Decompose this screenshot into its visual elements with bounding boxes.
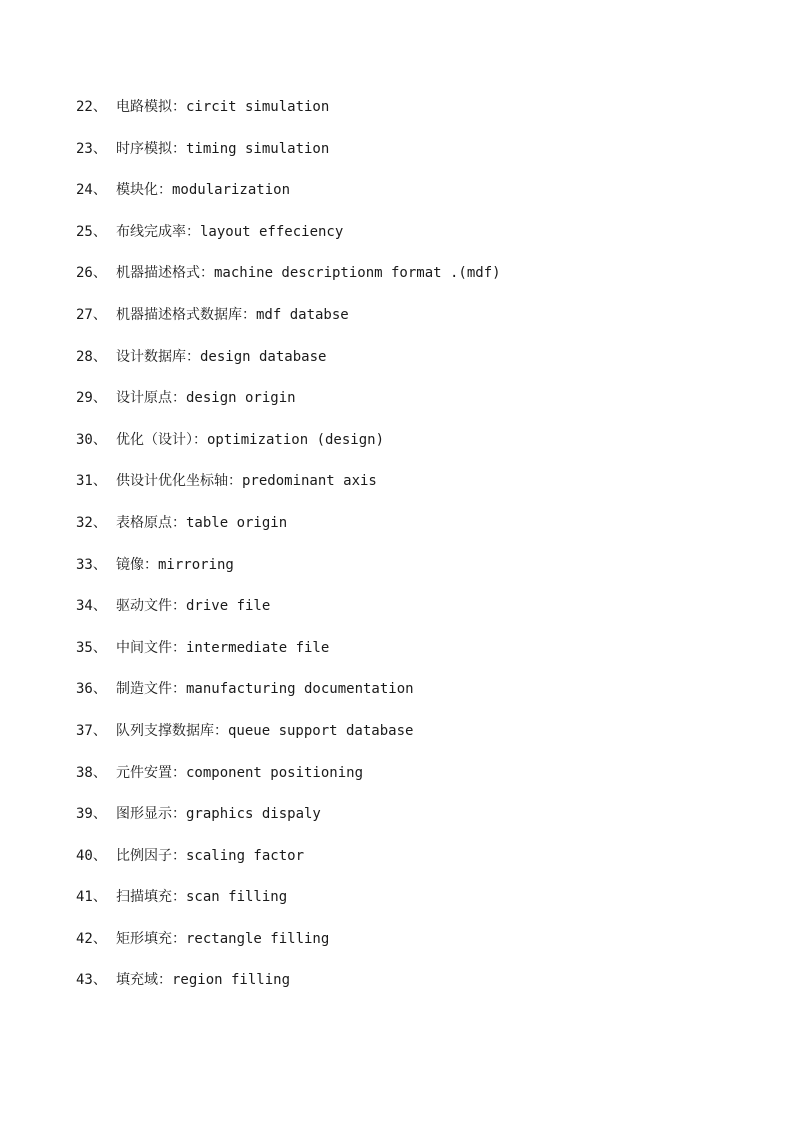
item-number: 23、 xyxy=(76,140,107,157)
item-number: 26、 xyxy=(76,265,107,282)
item-text: 扫描填充：scan filling xyxy=(116,889,288,906)
item-text: 时序模拟：timing simulation xyxy=(116,140,330,157)
item-text: 供设计优化坐标轴：predominant axis xyxy=(116,473,377,490)
item-number: 32、 xyxy=(76,514,107,531)
item-number: 33、 xyxy=(76,556,107,573)
item-text: 机器描述格式数据库：mdf databse xyxy=(116,306,349,323)
list-item xyxy=(76,511,756,553)
item-number: 36、 xyxy=(76,681,107,698)
item-number: 35、 xyxy=(76,639,107,656)
item-text: 机器描述格式：machine descriptionm format .(mdf) xyxy=(116,265,501,282)
list-item xyxy=(76,428,756,470)
item-text: 设计原点：design origin xyxy=(116,390,296,407)
list-item xyxy=(76,761,756,803)
list-item xyxy=(76,303,756,345)
item-text: 设计数据库：design database xyxy=(116,348,327,365)
item-number: 24、 xyxy=(76,182,107,199)
item-text: 模块化：modularization xyxy=(116,182,291,199)
item-text: 矩形填充：rectangle filling xyxy=(116,930,330,947)
item-number: 27、 xyxy=(76,306,107,323)
item-text: 驱动文件：drive file xyxy=(116,598,271,615)
item-number: 43、 xyxy=(76,972,107,989)
list-item xyxy=(76,386,756,428)
list-item xyxy=(76,677,756,719)
list-item xyxy=(76,469,756,511)
list-item xyxy=(76,594,756,636)
list-item xyxy=(76,137,756,179)
item-number: 41、 xyxy=(76,889,107,906)
item-text: 电路模拟：circit simulation xyxy=(116,99,330,115)
list-item xyxy=(76,719,756,761)
item-text: 队列支撑数据库：queue support database xyxy=(116,722,414,739)
item-text: 元件安置：component positioning xyxy=(116,764,364,781)
list-item xyxy=(76,220,756,262)
item-text: 布线完成率：layout effeciency xyxy=(116,223,344,240)
item-number: 42、 xyxy=(76,930,107,947)
item-number: 39、 xyxy=(76,806,107,823)
item-text: 表格原点：table origin xyxy=(116,514,288,531)
list-item xyxy=(76,844,756,886)
list-item xyxy=(76,553,756,595)
item-number: 30、 xyxy=(76,431,107,448)
list-item xyxy=(76,927,756,969)
item-number: 28、 xyxy=(76,348,107,365)
list-item xyxy=(76,885,756,927)
item-number: 31、 xyxy=(76,473,107,490)
item-text: 填充域：region filling xyxy=(116,972,291,989)
item-number: 25、 xyxy=(76,223,107,240)
item-number: 37、 xyxy=(76,722,107,739)
item-text: 比例因子：scaling factor xyxy=(116,847,305,864)
list-item xyxy=(76,636,756,678)
list-item xyxy=(76,95,756,137)
list-item xyxy=(76,178,756,220)
list-item xyxy=(76,345,756,387)
item-number: 34、 xyxy=(76,598,107,615)
item-text: 制造文件：manufacturing documentation xyxy=(116,681,414,698)
item-text: 优化（设计）：optimization (design) xyxy=(116,431,385,448)
term-list xyxy=(76,95,756,1010)
item-text: 中间文件：intermediate file xyxy=(116,639,330,656)
list-item xyxy=(76,802,756,844)
item-number: 29、 xyxy=(76,390,107,407)
list-item xyxy=(76,261,756,303)
item-number: 22、 xyxy=(76,99,107,115)
item-number: 38、 xyxy=(76,764,107,781)
list-item xyxy=(76,968,756,1010)
item-text: 图形显示：graphics dispaly xyxy=(116,806,321,823)
item-text: 镜像：mirroring xyxy=(116,556,234,573)
item-number: 40、 xyxy=(76,847,107,864)
